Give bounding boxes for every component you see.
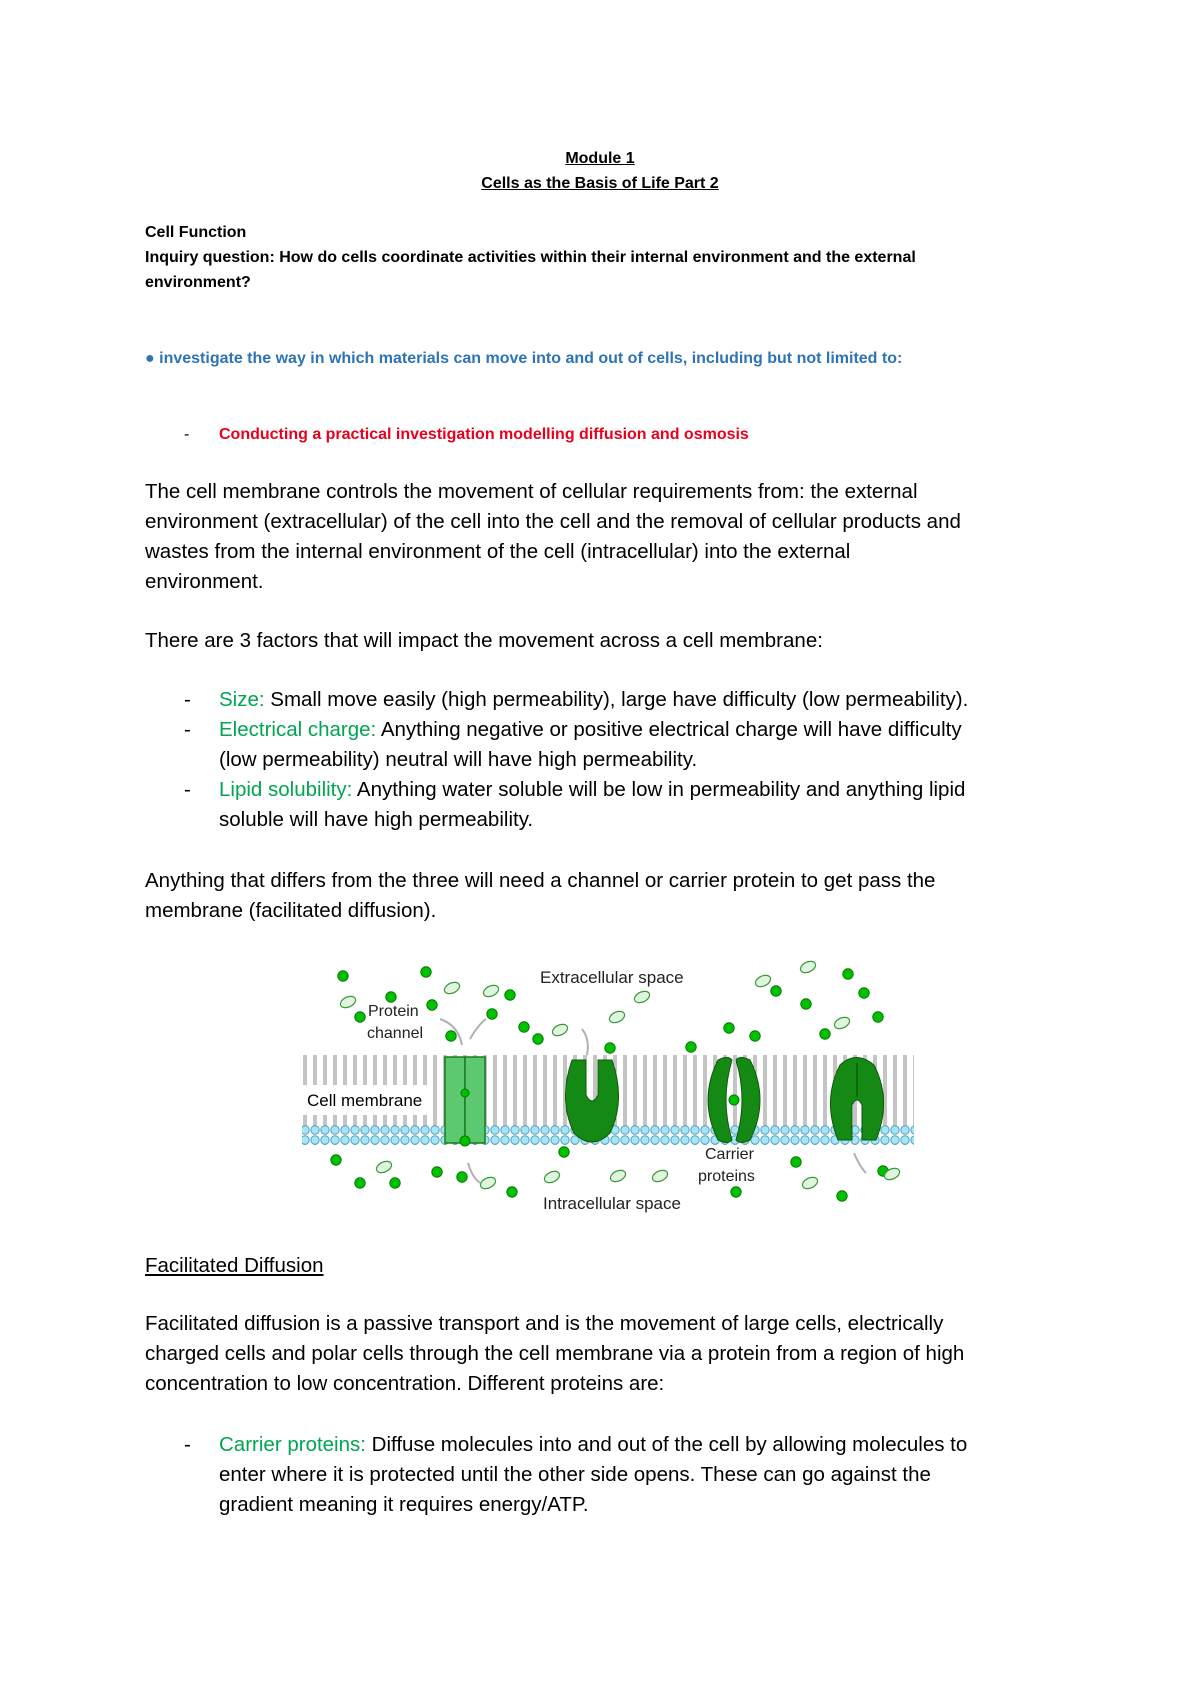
section-heading-facilitated-diffusion: Facilitated Diffusion [145,1254,324,1277]
protein-channel-icon [445,1057,485,1146]
factor-item-lipid-solubility [219,775,1099,835]
differs-line: membrane (facilitated diffusion). [145,899,437,922]
large-molecule-icon [833,1015,852,1031]
differs-line: Anything that differs from the three will need a channel or carrier protein to get pass the [145,869,936,892]
facilitated-line: concentration to low concentration. Different proteins are: [145,1372,665,1395]
small-molecule-icon [605,1043,615,1053]
small-molecule-icon [338,971,348,981]
carrier-proteins-label-line1: Carrier [705,1146,754,1163]
protein-channel-label-line1: Protein [368,1003,419,1020]
small-molecule-icon [801,999,811,1009]
large-molecule-icon [799,959,818,975]
large-molecule-icon [608,1009,627,1025]
inquiry-question-line-1: Inquiry question: How do cells coordinate activities within their internal environment and the external [145,249,916,266]
factor-item-size [219,685,1099,715]
differs-paragraph [145,866,1065,926]
factor-text: soluble will have high permeability. [219,808,534,831]
small-molecule-icon [446,1031,456,1041]
syllabus-point-text: investigate the way in which materials can move into and out of cells, including but not limited to: [159,350,903,367]
small-molecule-icon [533,1034,543,1044]
small-molecule-icon [771,986,781,996]
small-molecule-icon [837,1191,847,1201]
small-molecule-icon [355,1012,365,1022]
protein-text: Diffuse molecules into and out of the cell by allowing molecules to [371,1433,968,1456]
large-molecule-icon [801,1175,820,1191]
list-dash: - [184,718,191,741]
large-molecule-icon [375,1159,394,1175]
large-molecule-icon [339,994,358,1010]
inquiry-question-line-2: environment? [145,274,251,291]
small-molecule-icon [390,1178,400,1188]
extracellular-space-label: Extracellular space [540,968,684,987]
intro-line: wastes from the internal environment of the cell (intracellular) into the external [145,540,851,563]
factor-text: Small move easily (high permeability), large have difficulty (low permeability). [270,688,969,711]
factor-term: Lipid solubility: [219,778,353,801]
protein-channel-label-line2: channel [367,1025,424,1042]
list-dash: - [184,688,191,711]
bullet-icon: ● [145,350,155,367]
intro-paragraph [145,477,1065,597]
module-title: Module 1 [565,150,635,167]
section-heading-cell-function: Cell Function [145,224,247,241]
small-molecule-icon [791,1157,801,1167]
factors-intro: There are 3 factors that will impact the movement across a cell membrane: [145,629,823,652]
small-molecule-icon [432,1167,442,1177]
factor-text: (low permeability) neutral will have high permeability. [219,748,698,771]
cell-membrane-diagram [300,955,920,1215]
protein-text: gradient meaning it requires energy/ATP. [219,1493,589,1516]
carrier-proteins-label-line2: proteins [698,1168,755,1185]
small-molecule-icon [386,992,396,1002]
small-molecule-icon [559,1147,569,1157]
large-molecule-icon [479,1175,498,1191]
factor-text: Anything water soluble will be low in permeability and anything lipid [356,778,966,801]
factor-term: Size: [219,688,265,711]
small-molecule-icon [355,1178,365,1188]
large-molecule-icon [543,1169,562,1185]
small-molecule-icon [731,1187,741,1197]
small-molecule-icon [487,1009,497,1019]
facilitated-paragraph [145,1309,1065,1399]
small-molecule-icon [519,1022,529,1032]
small-molecule-icon [331,1155,341,1165]
small-molecule-icon [505,990,515,1000]
small-molecule-icon [457,1172,467,1182]
small-molecule-icon [820,1029,830,1039]
large-molecule-icon [443,980,462,996]
small-molecule-icon [724,1023,734,1033]
small-molecule-icon [507,1187,517,1197]
small-molecule-icon [427,1000,437,1010]
large-molecule-icon [754,973,773,989]
factor-text: Anything negative or positive electrical charge will have difficulty [380,718,962,741]
syllabus-point [145,346,902,371]
large-molecule-icon [482,983,501,999]
large-molecule-icon [551,1022,570,1038]
large-molecule-icon [651,1168,670,1184]
small-molecule-icon [750,1031,760,1041]
factor-item-electrical-charge [219,715,1099,775]
facilitated-line: Facilitated diffusion is a passive transport and is the movement of large cells, electrically [145,1312,944,1335]
large-molecule-icon [609,1168,628,1184]
protein-text: enter where it is protected until the other side opens. These can go against the [219,1463,931,1486]
page-title: Cells as the Basis of Life Part 2 [481,175,719,192]
large-molecule-icon [633,989,652,1005]
factor-term: Electrical charge: [219,718,377,741]
protein-item-carrier [219,1430,1099,1520]
intro-line: The cell membrane controls the movement of cellular requirements from: the external [145,480,918,503]
protein-term: Carrier proteins: [219,1433,366,1456]
small-molecule-icon [421,967,431,977]
intro-line: environment. [145,570,264,593]
syllabus-sub-dash: - [184,426,190,443]
cell-membrane-label: Cell membrane [307,1091,423,1110]
intro-line: environment (extracellular) of the cell into the cell and the removal of cellular products and [145,510,961,533]
syllabus-sub-point: Conducting a practical investigation modelling diffusion and osmosis [219,426,749,443]
small-molecule-icon [843,969,853,979]
small-molecule-icon [859,988,869,998]
intracellular-space-label: Intracellular space [543,1194,681,1213]
facilitated-line: charged cells and polar cells through the cell membrane via a protein from a region of high [145,1342,965,1365]
list-dash: - [184,1433,191,1456]
list-dash: - [184,778,191,801]
small-molecule-icon [873,1012,883,1022]
small-molecule-icon [686,1042,696,1052]
